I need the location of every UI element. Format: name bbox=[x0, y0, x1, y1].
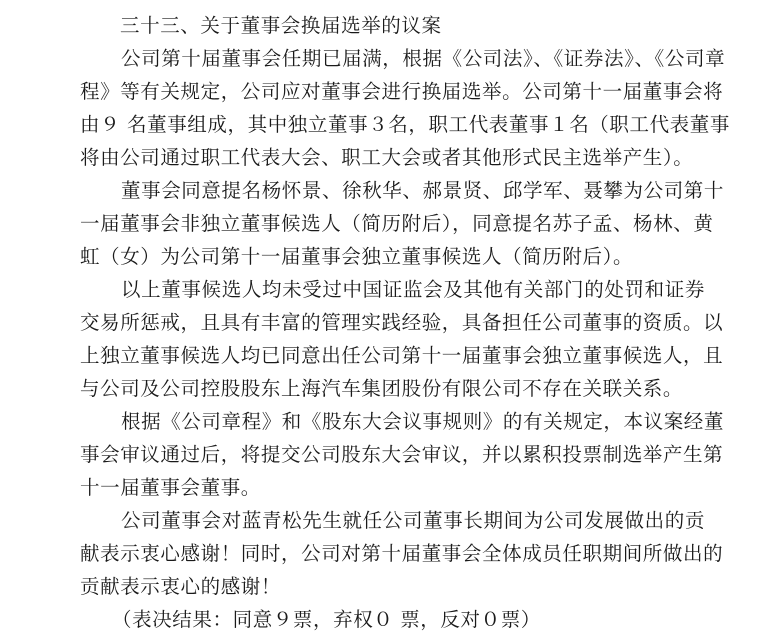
paragraph-line: 十一届董事会董事。 bbox=[80, 476, 261, 499]
paragraph-line: 上独立董事候选人均已同意出任公司第十一届董事会独立董事候选人，且 bbox=[80, 344, 724, 367]
paragraph-nominations bbox=[80, 174, 725, 273]
paragraph-term-expiry bbox=[80, 42, 730, 174]
paragraph-line: 虹（女）为公司第十一届董事会独立董事候选人（简历附后）。 bbox=[80, 245, 634, 268]
paragraph-line: 由９ 名董事组成，其中独立董事３名，职工代表董事１名（职工代表董事 bbox=[80, 113, 730, 136]
paragraph-line: 公司第十届董事会任期已届满，根据《公司法》、《证券法》、《公司章 bbox=[121, 47, 726, 70]
vote-result: （表决结果：同意９票，弃权０ 票，反对０票） bbox=[112, 608, 541, 631]
paragraph-qualifications bbox=[80, 273, 724, 405]
paragraph-line: 献表示衷心感谢！同时，公司对第十届董事会全体成员任职期间所做出的 bbox=[80, 542, 724, 565]
paragraph-thanks bbox=[80, 504, 724, 603]
document-body bbox=[80, 9, 730, 636]
paragraph-line: 将由公司通过职工代表大会、职工大会或者其他形式民主选举产生）。 bbox=[80, 146, 694, 169]
paragraph-line: 交易所惩戒，且具有丰富的管理实践经验，具备担任公司董事的资质。以 bbox=[80, 311, 724, 334]
paragraph-line: 以上董事候选人均未受过中国证监会及其他有关部门的处罚和证券 bbox=[121, 278, 705, 301]
paragraph-line: 公司董事会对蓝青松先生就任公司董事长期间为公司发展做出的贡 bbox=[121, 509, 705, 532]
paragraph-line: 贡献表示衷心的感谢！ bbox=[80, 575, 282, 598]
paragraph-line: 根据《公司章程》和《股东大会议事规则》的有关规定，本议案经董 bbox=[121, 410, 725, 433]
paragraph-line: 与公司及公司控股股东上海汽车集团股份有限公司不存在关联关系。 bbox=[80, 377, 684, 400]
section-heading: 三十三、关于董事会换届选举的议案 bbox=[120, 14, 442, 37]
paragraph-line: 事会审议通过后，将提交公司股东大会审议，并以累积投票制选举产生第 bbox=[80, 443, 724, 466]
paragraph-procedure bbox=[80, 405, 725, 504]
paragraph-line: 一届董事会非独立董事候选人（简历附后），同意提名苏子孟、杨林、黄 bbox=[80, 212, 714, 235]
paragraph-line: 程》等有关规定，公司应对董事会进行换届选举。公司第十一届董事会将 bbox=[80, 80, 724, 103]
paragraph-line: 董事会同意提名杨怀景、徐秋华、郝景贤、邱学军、聂攀为公司第十 bbox=[121, 179, 725, 202]
